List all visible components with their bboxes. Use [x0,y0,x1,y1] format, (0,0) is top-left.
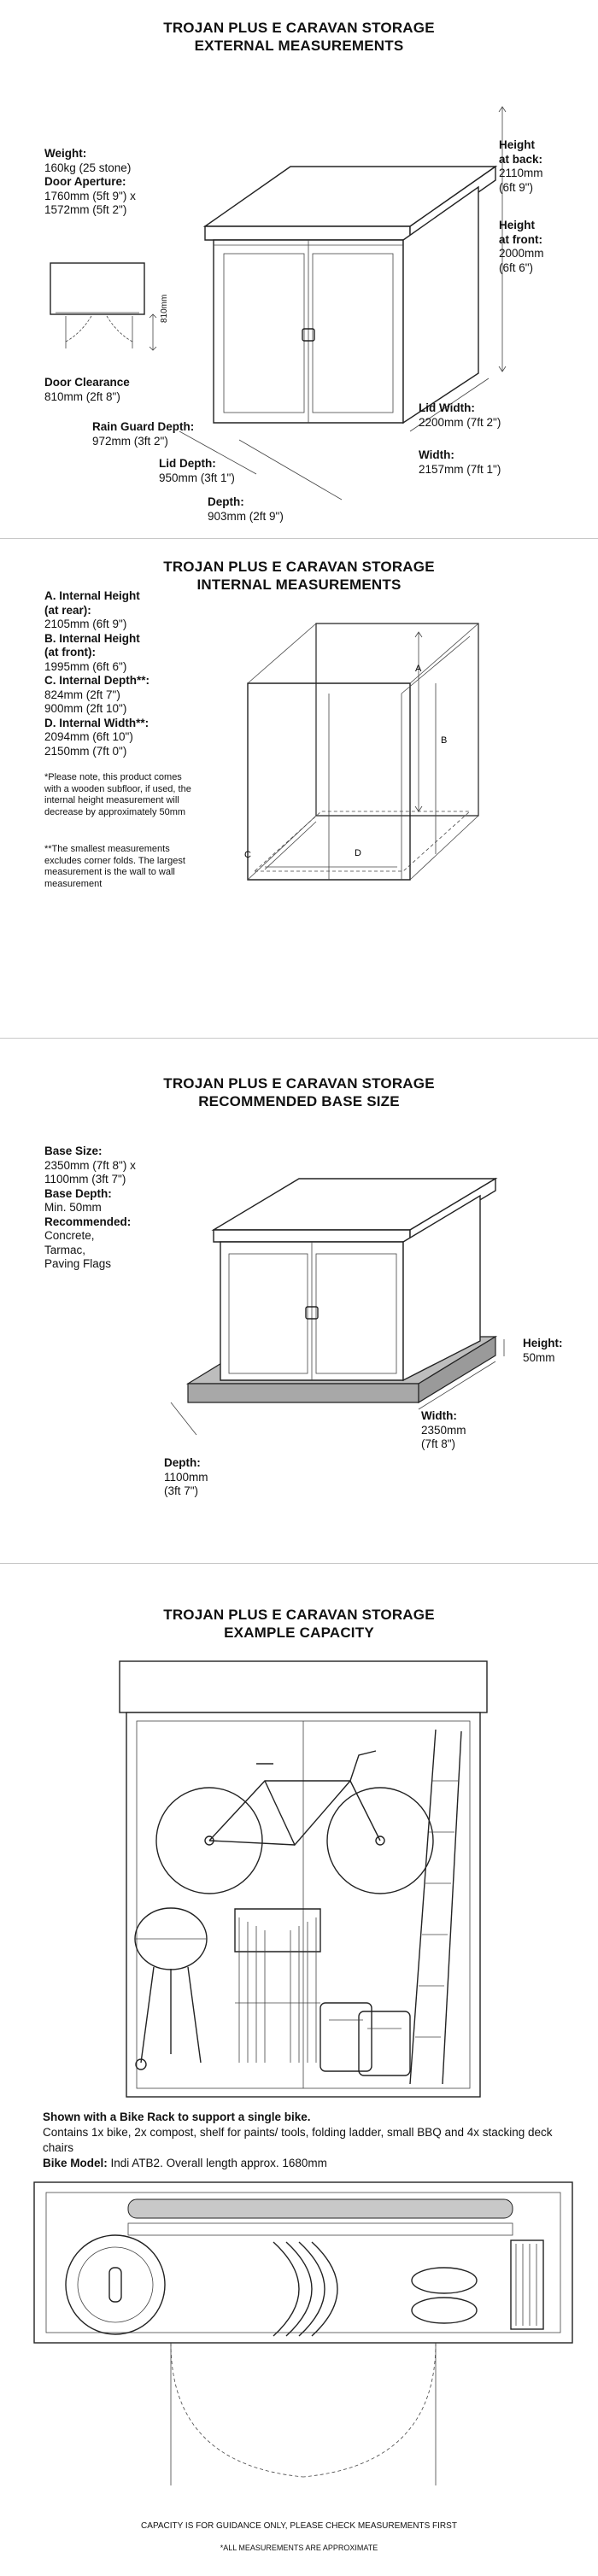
door-aperture-value2: 1572mm (5ft 2") [44,203,127,216]
d-value2: 2150mm (7ft 0") [44,744,127,758]
external-title-line2: EXTERNAL MEASUREMENTS [194,38,404,54]
door-clearance-spec [44,376,130,404]
weight-value: 160kg (25 stone) [44,161,132,174]
internal-title-line2: INTERNAL MEASUREMENTS [196,577,402,593]
letter-b: B [441,735,448,746]
lid-depth-spec [159,457,235,485]
door-clearance-label: Door Clearance [44,376,130,389]
divider-1 [0,538,598,539]
base-depth-value: Min. 50mm [44,1201,102,1214]
external-shed-drawing [188,73,513,448]
letter-a: A [415,664,422,674]
recommended-1: Concrete, [44,1229,95,1242]
height-back-value2: (6ft 9") [499,180,534,194]
base-width-value2: (7ft 8") [421,1437,456,1450]
depth-label: Depth: [208,495,244,508]
internal-note1: *Please note, this product comes with a wooden subfloor, if used, the internal height measurement will decrease by approximately 50mm [44,772,191,817]
letter-d: D [355,848,361,858]
base-size-value2: 1100mm (3ft 7") [44,1173,126,1186]
base-depth-dim-label: Depth: [164,1456,201,1469]
height-front-value1: 2000mm [499,247,544,260]
base-title [0,1074,598,1110]
base-title-line2: RECOMMENDED BASE SIZE [198,1093,400,1109]
base-depth-dim-value1: 1100mm [164,1470,208,1484]
base-specs [44,1145,136,1272]
internal-title-line1: TROJAN PLUS E CARAVAN STORAGE [163,559,435,575]
footer-approximate: *ALL MEASUREMENTS ARE APPROXIMATE [220,2544,378,2552]
capacity-description [43,2110,572,2171]
door-aperture-label: Door Aperture: [44,175,126,188]
capacity-plan-drawing [34,2182,572,2490]
d-label: D. Internal Width**: [44,716,150,729]
external-title [0,19,598,55]
a-label1: A. Internal Height [44,589,140,602]
width-spec [419,448,501,477]
b-label2: (at front): [44,646,96,659]
lid-width-spec [419,401,501,430]
internal-title [0,558,598,594]
width-label: Width: [419,448,454,461]
capacity-title-line1: TROJAN PLUS E CARAVAN STORAGE [163,1607,435,1623]
internal-specs [44,589,207,758]
height-back-label2: at back: [499,152,543,166]
height-front-label2: at front: [499,232,542,246]
divider-2 [0,1038,598,1039]
divider-3 [0,1563,598,1564]
base-width-label: Width: [421,1409,457,1422]
base-height-label: Height: [523,1337,563,1349]
door-aperture-value1: 1760mm (5ft 9") x [44,189,136,202]
lid-width-label: Lid Width: [419,401,475,414]
recommended-label: Recommended: [44,1215,132,1228]
height-back-value1: 2110mm [499,167,543,179]
external-title-line1: TROJAN PLUS E CARAVAN STORAGE [163,20,435,36]
height-front-value2: (6ft 6") [499,261,534,274]
depth-value: 903mm (2ft 9") [208,509,284,523]
internal-note2: **The smallest measurements excludes corner folds. The largest measurement is the wall to wall measurement [44,844,185,889]
c-value1: 824mm (2ft 7") [44,688,120,701]
lid-depth-value: 950mm (3ft 1") [159,471,235,484]
bike-model-value: Indi ATB2. Overall length approx. 1680mm [110,2157,327,2169]
lid-width-value: 2200mm (7ft 2") [419,415,501,429]
internal-shed-drawing [214,598,521,922]
base-depth-label: Base Depth: [44,1186,112,1200]
c-label: C. Internal Depth**: [44,674,150,687]
weight-spec [44,147,136,218]
base-width-spec [421,1409,466,1452]
c-value2: 900mm (2ft 10") [44,702,127,715]
capacity-contents: Contains 1x bike, 2x compost, shelf for paints/ tools, folding ladder, small BBQ and 4x stacking deck chairs [43,2126,553,2154]
capacity-title [0,1606,598,1642]
base-depth-dim-value2: (3ft 7") [164,1484,199,1497]
height-front-spec [499,219,593,275]
base-title-line1: TROJAN PLUS E CARAVAN STORAGE [163,1075,435,1092]
a-label2: (at rear): [44,603,91,617]
base-depth-dim-spec [164,1456,208,1499]
letter-c: C [244,850,251,860]
door-clearance-diagram [47,256,167,359]
recommended-3: Paving Flags [44,1257,112,1270]
b-value: 1995mm (6ft 6") [44,659,127,673]
clearance-dim: 810mm [160,294,169,323]
a-value: 2105mm (6ft 9") [44,618,127,630]
capacity-front-drawing [120,1661,487,2097]
door-clearance-value: 810mm (2ft 8") [44,389,120,403]
base-height-value: 50mm [523,1350,555,1364]
capacity-title-line2: EXAMPLE CAPACITY [224,1625,374,1641]
height-back-spec [499,138,593,195]
width-value: 2157mm (7ft 1") [419,462,501,476]
lid-depth-label: Lid Depth: [159,457,216,470]
depth-spec [208,495,284,524]
base-shed-drawing [162,1179,521,1461]
capacity-shown-prefix: Shown with a Bike Rack to support a single bike. [43,2111,311,2123]
bike-model-label: Bike Model: [43,2157,108,2169]
base-size-value1: 2350mm (7ft 8") x [44,1158,136,1172]
rain-guard-spec [92,420,194,448]
b-label1: B. Internal Height [44,631,140,645]
height-back-label1: Height [499,138,535,151]
base-height-spec [523,1337,563,1365]
footer-guidance: CAPACITY IS FOR GUIDANCE ONLY, PLEASE CHECK MEASUREMENTS FIRST [141,2521,457,2531]
rain-guard-value: 972mm (3ft 2") [92,434,168,448]
d-value1: 2094mm (6ft 10") [44,730,133,743]
rain-guard-label: Rain Guard Depth: [92,420,195,433]
weight-label: Weight: [44,147,87,160]
base-width-value1: 2350mm [421,1423,466,1437]
recommended-2: Tarmac, [44,1243,86,1256]
height-front-label1: Height [499,219,535,231]
base-size-label: Base Size: [44,1145,103,1157]
